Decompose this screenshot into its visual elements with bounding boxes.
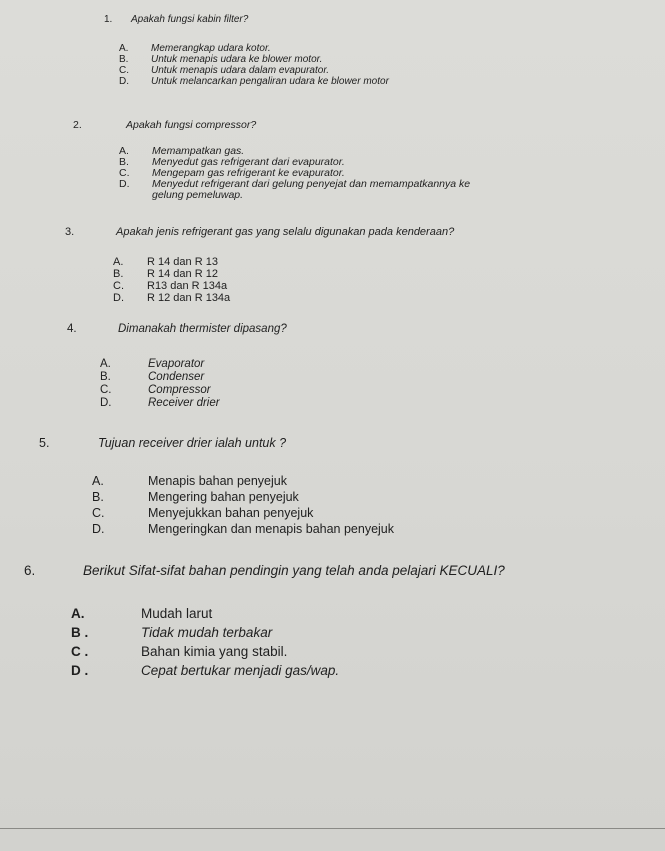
option-a: [71, 606, 591, 625]
option-text-continuation: gelung pemeluwap.: [152, 189, 244, 201]
option-a: [119, 43, 539, 54]
option-text: R 14 dan R 12: [147, 268, 218, 280]
option-a: [100, 358, 400, 371]
option-letter: C.: [113, 280, 124, 292]
option-letter: D.: [92, 522, 105, 536]
option-text: Untuk menapis udara dalam evapurator.: [151, 65, 330, 76]
option-letter: B.: [119, 156, 129, 168]
option-text: Menyejukkan bahan penyejuk: [148, 506, 314, 520]
option-text: Tidak mudah terbakar: [141, 625, 273, 640]
option-b: [100, 371, 400, 384]
option-letter: D.: [113, 292, 124, 304]
option-d: [71, 663, 591, 682]
option-c: [119, 167, 659, 178]
option-letter: A.: [100, 358, 111, 370]
option-text: Memerangkap udara kotor.: [151, 43, 271, 54]
option-list: [119, 145, 659, 202]
option-d: [119, 178, 659, 189]
option-text: Menyedut gas refrigerant dari evapurator.: [152, 156, 345, 168]
question-text: Apakah fungsi compressor?: [126, 119, 257, 131]
option-c: [100, 384, 400, 397]
question-text: Dimanakah thermister dipasang?: [118, 323, 287, 335]
option-letter: D.: [100, 397, 112, 409]
option-b: [119, 156, 659, 167]
option-list: [113, 256, 413, 304]
option-text: Bahan kimia yang stabil.: [141, 644, 288, 659]
question-number: 6.: [24, 563, 36, 578]
option-letter: A.: [119, 145, 129, 157]
option-b: [92, 490, 592, 506]
option-text: Evaporator: [148, 358, 205, 370]
option-text: Menyedut refrigerant dari gelung penyejat dan memampatkannya ke: [152, 178, 471, 190]
option-text: Compressor: [148, 384, 211, 396]
option-a: [119, 145, 659, 156]
option-a: [92, 474, 592, 490]
option-letter: D.: [119, 76, 129, 87]
option-d: [92, 522, 592, 538]
option-letter: B.: [92, 490, 104, 504]
page-divider: [0, 828, 665, 829]
option-letter: D .: [71, 663, 89, 678]
option-letter: C.: [92, 506, 105, 520]
question-number: 3.: [65, 226, 75, 238]
option-text: Receiver drier: [148, 397, 220, 409]
option-c: [113, 280, 413, 292]
option-b: [71, 625, 591, 644]
option-text: Memampatkan gas.: [152, 145, 245, 157]
option-text: Untuk menapis udara ke blower motor.: [151, 54, 323, 65]
option-a: [113, 256, 413, 268]
option-c: [71, 644, 591, 663]
option-text: Cepat bertukar menjadi gas/wap.: [141, 663, 340, 678]
option-d: [119, 76, 539, 87]
option-text: Mengering bahan penyejuk: [148, 490, 299, 504]
option-letter: D.: [119, 178, 130, 190]
option-letter: C.: [100, 384, 112, 396]
option-text: Mudah larut: [141, 606, 213, 621]
option-b: [113, 268, 413, 280]
option-letter: A.: [119, 43, 129, 54]
question-number: 5.: [39, 436, 50, 450]
option-text: Mengeringkan dan menapis bahan penyejuk: [148, 522, 395, 536]
option-list: [100, 358, 400, 410]
option-text: Mengepam gas refrigerant ke evapurator.: [152, 167, 345, 179]
option-text: R 12 dan R 134a: [147, 292, 231, 304]
option-d: [113, 292, 413, 304]
option-d-continuation: [119, 189, 659, 202]
option-b: [119, 54, 539, 65]
option-letter: B.: [119, 54, 129, 65]
option-c: [92, 506, 592, 522]
option-letter: B.: [100, 371, 111, 383]
question-text: Berikut Sifat-sifat bahan pendingin yang telah anda pelajari KECUALI?: [83, 563, 505, 578]
question-text: Apakah jenis refrigerant gas yang selalu digunakan pada kenderaan?: [116, 226, 455, 238]
option-letter: A.: [71, 606, 85, 621]
option-text: R 14 dan R 13: [147, 256, 218, 268]
option-letter: B.: [113, 268, 124, 280]
option-list: [92, 474, 592, 538]
option-list: [119, 43, 539, 87]
option-text: Menapis bahan penyejuk: [148, 474, 287, 488]
option-text: Untuk melancarkan pengaliran udara ke blower motor: [151, 76, 389, 87]
option-text: Condenser: [148, 371, 205, 383]
option-c: [119, 65, 539, 76]
option-letter: A.: [113, 256, 124, 268]
option-text: R13 dan R 134a: [147, 280, 228, 292]
option-letter: C.: [119, 167, 130, 179]
option-list: [71, 606, 591, 682]
option-d: [100, 397, 400, 410]
option-letter: C.: [119, 65, 129, 76]
question-text: Tujuan receiver drier ialah untuk ?: [98, 436, 287, 450]
option-letter: C .: [71, 644, 89, 659]
question-number: 1.: [104, 14, 113, 25]
question-text: Apakah fungsi kabin filter?: [131, 14, 249, 25]
option-letter: B .: [71, 625, 89, 640]
question-number: 2.: [73, 119, 82, 131]
question-number: 4.: [67, 323, 77, 335]
option-letter: A.: [92, 474, 104, 488]
